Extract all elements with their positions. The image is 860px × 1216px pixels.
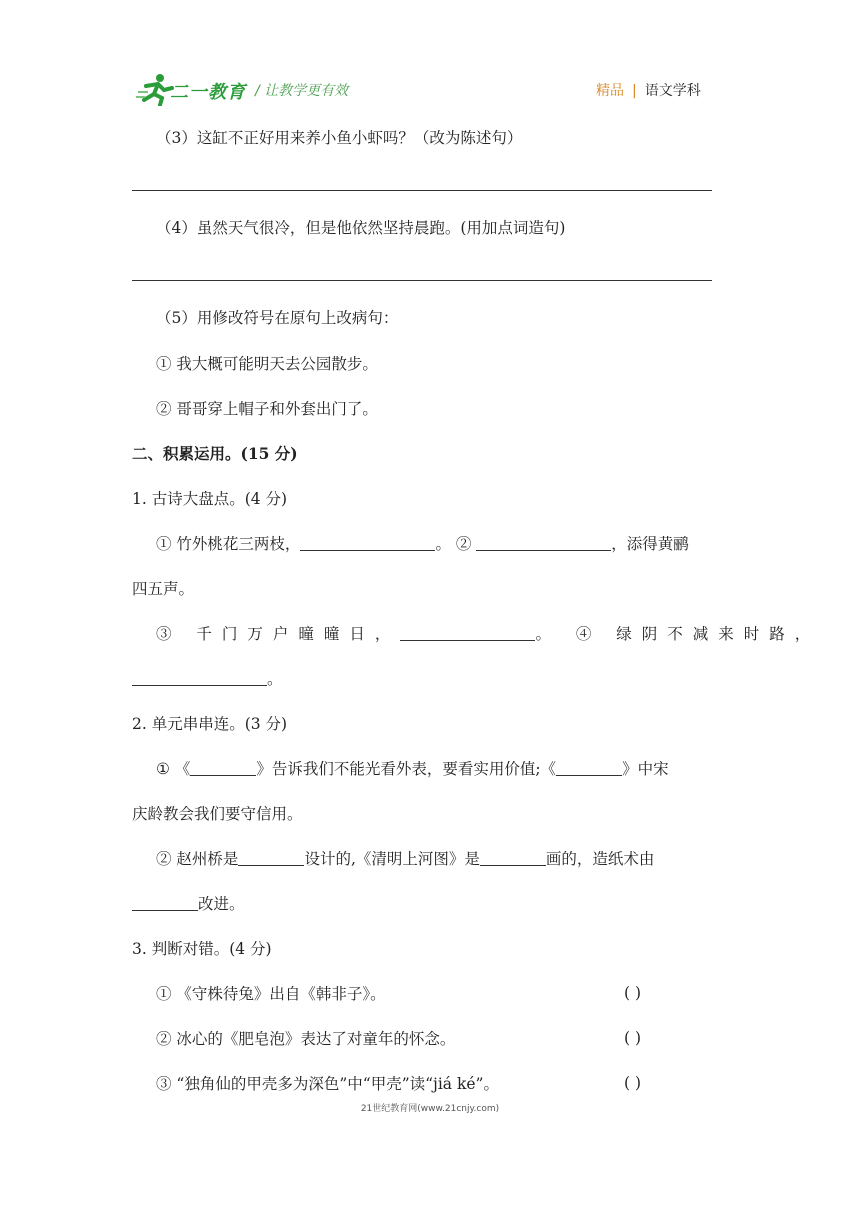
unit-line-2: 庆龄教会我们要守信用。 [132, 805, 303, 823]
unit-line-3-text-a: ② 赵州桥是 [156, 850, 239, 868]
answer-line-q3[interactable] [132, 190, 712, 191]
unit-blank-3[interactable] [238, 851, 304, 866]
unit-question-title: 2. 单元串串连。(3 分) [132, 715, 288, 733]
poem-blank-2[interactable] [476, 536, 611, 551]
poem-line-3-text-a: ③ 千门万户曈曈日， [156, 625, 401, 643]
unit-line-3 [156, 849, 654, 869]
poem-line-4-text: 。 [267, 670, 283, 688]
unit-blank-4[interactable] [480, 851, 546, 866]
question-3-rewrite: （3）这缸不正好用来养小鱼小虾吗？（改为陈述句） [156, 129, 523, 147]
judge-item-1: ① 《守株待兔》出自《韩非子》。 [156, 985, 386, 1003]
brand-name: 二一教育 [170, 82, 246, 103]
subject-label: 语文学科 [644, 83, 701, 99]
poem-line-1-text-a: ① 竹外桃花三两枝， [156, 535, 301, 553]
unit-line-3-text-b: 设计的,《清明上河图》是 [304, 850, 480, 868]
unit-blank-1[interactable] [190, 761, 256, 776]
unit-line-4-text: 改进。 [198, 895, 245, 913]
poem-blank-4[interactable] [132, 671, 267, 686]
unit-blank-5[interactable] [132, 896, 198, 911]
judge-question-title: 3. 判断对错。(4 分) [132, 940, 272, 958]
poem-line-1-text-c: ，添得黄鹂 [611, 535, 689, 553]
quality-label: 精品 [596, 83, 624, 99]
q5-item-2: ② 哥哥穿上帽子和外套出门了。 [156, 400, 378, 418]
poem-question-title: 1. 古诗大盘点。(4 分) [132, 490, 288, 508]
unit-line-4 [132, 894, 245, 914]
unit-line-3-text-c: 画的，造纸术由 [545, 850, 655, 868]
unit-blank-2[interactable] [556, 761, 622, 776]
question-4-make-sentence: （4）虽然天气很冷，但是他依然坚持晨跑。(用加点词造句) [156, 219, 566, 237]
judge-item-2: ② 冰心的《肥皂泡》表达了对童年的怀念。 [156, 1030, 456, 1048]
poem-line-2: 四五声。 [132, 580, 195, 598]
header-subject [596, 80, 701, 100]
header-separator: | [632, 83, 637, 99]
page-footer: 21世纪教育网(www.21cnjy.com) [360, 1104, 500, 1114]
poem-blank-1[interactable] [300, 536, 435, 551]
unit-line-1 [156, 759, 669, 779]
unit-line-1-text-c: 》中宋 [622, 760, 669, 778]
q5-item-1: ① 我大概可能明天去公园散步。 [156, 355, 378, 373]
page-header [0, 70, 860, 110]
poem-line-1 [156, 534, 689, 554]
question-5-correct-sentences: （5）用修改符号在原句上改病句： [156, 309, 399, 327]
judge-item-3: ③ “独角仙的甲壳多为深色”中“甲壳”读“jiá ké”。 [156, 1075, 499, 1093]
poem-line-1-text-b: 。 ② [435, 535, 477, 553]
unit-line-1-text-b: 》告诉我们不能光看外表，要看实用价值;《 [256, 760, 557, 778]
section-2-title: 二、积累运用。(15 分) [132, 444, 298, 463]
brand-slogan: / 让教学更有效 [255, 83, 349, 99]
poem-blank-3[interactable] [400, 626, 535, 641]
judge-answer-1[interactable]: ( ) [624, 984, 642, 1002]
unit-line-1-text-a: ① 《 [156, 760, 191, 778]
answer-line-q4[interactable] [132, 280, 712, 281]
poem-line-4 [132, 669, 283, 689]
judge-answer-2[interactable]: ( ) [624, 1029, 642, 1047]
poem-line-3-text-b: 。 ④ 绿阴不减来时路， [535, 625, 821, 643]
poem-line-3 [156, 624, 820, 644]
judge-answer-3[interactable]: ( ) [624, 1074, 642, 1092]
